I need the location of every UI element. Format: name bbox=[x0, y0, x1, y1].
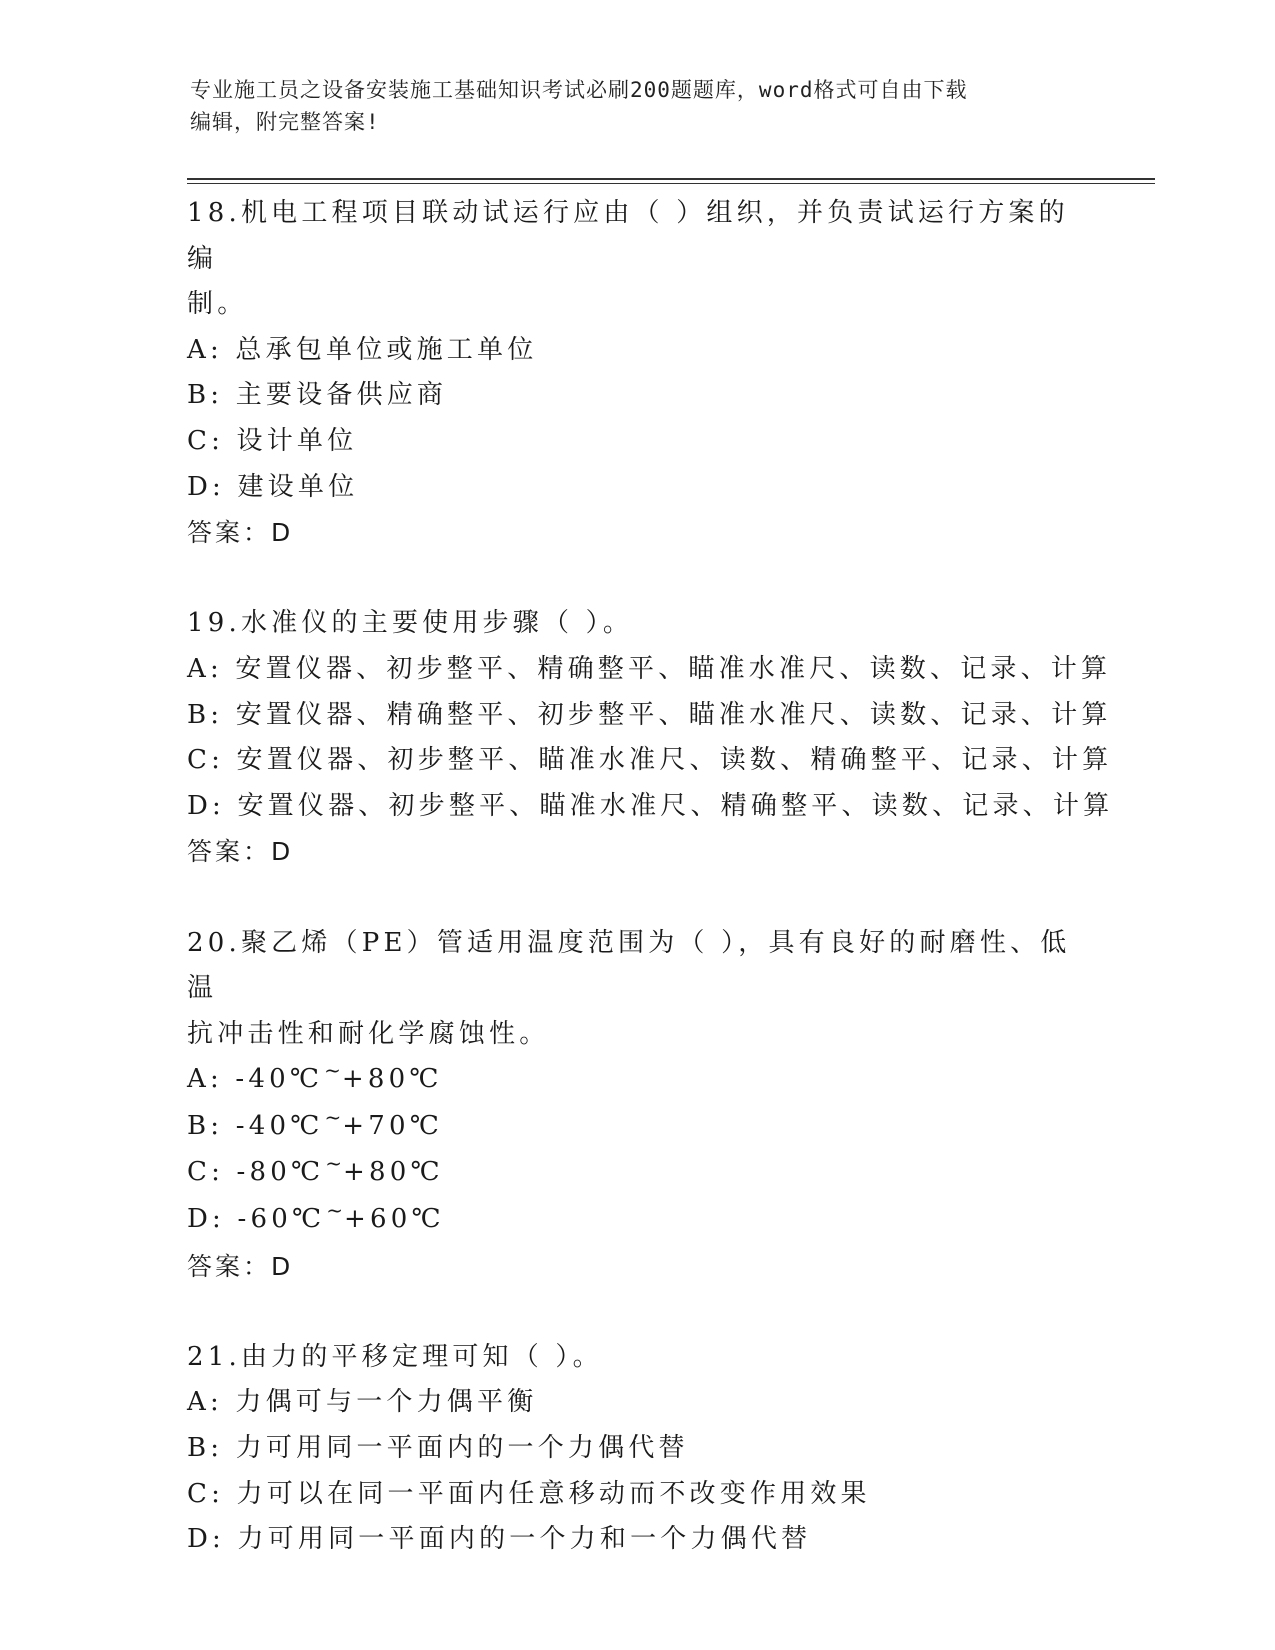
question-19 bbox=[187, 601, 1114, 875]
option-range-end: +70℃ bbox=[342, 1110, 444, 1141]
question-gap bbox=[187, 556, 1087, 602]
option-d: D: 建设单位 bbox=[187, 471, 359, 502]
answer-line bbox=[187, 829, 1087, 875]
range-tilde: ~ bbox=[324, 1104, 342, 1129]
option-range-start: A: -40℃ bbox=[187, 1064, 324, 1095]
answer-value: D bbox=[271, 1251, 293, 1281]
question-stem-continued: 抗冲击性和耐化学腐蚀性。 bbox=[187, 1018, 550, 1049]
answer-label: 答案： bbox=[187, 518, 272, 548]
option-range-start: B: -40℃ bbox=[187, 1110, 324, 1141]
question-18 bbox=[187, 191, 1087, 556]
option-c: C: 安置仪器、初步整平、瞄准水准尺、读数、精确整平、记录、计算 bbox=[187, 745, 1113, 776]
option-d: D: 力可用同一平面内的一个力和一个力偶代替 bbox=[187, 1524, 812, 1555]
question-stem: 18.机电工程项目联动试运行应由（ ）组织，并负责试运行方案的编 bbox=[187, 198, 1069, 274]
question-20 bbox=[187, 921, 1087, 1290]
question-stem: 19.水准仪的主要使用步骤（ ）。 bbox=[187, 608, 634, 639]
answer-label: 答案： bbox=[187, 837, 272, 867]
header-divider-thick bbox=[187, 178, 1155, 180]
option-a: A: 安置仪器、初步整平、精确整平、瞄准水准尺、读数、记录、计算 bbox=[187, 653, 1112, 684]
option-b: B: 力可用同一平面内的一个力偶代替 bbox=[187, 1433, 689, 1464]
option-a: A: 总承包单位或施工单位 bbox=[187, 334, 538, 365]
question-list bbox=[187, 191, 1114, 1563]
option-c bbox=[187, 1150, 1087, 1197]
option-a bbox=[187, 1057, 1087, 1104]
option-d bbox=[187, 1197, 1087, 1244]
answer-label: 答案： bbox=[187, 1251, 272, 1281]
answer-value: D bbox=[271, 518, 293, 548]
option-range-end: +80℃ bbox=[341, 1064, 443, 1095]
header-divider-thin bbox=[187, 183, 1155, 184]
question-stem: 20.聚乙烯（PE）管适用温度范围为（ ），具有良好的耐磨性、低温 bbox=[187, 927, 1071, 1004]
answer-value: D bbox=[271, 837, 293, 867]
option-range-end: +60℃ bbox=[344, 1204, 445, 1235]
option-b: B: 主要设备供应商 bbox=[187, 380, 448, 411]
header-line-1: 专业施工员之设备安装施工基础知识考试必刷200题题库，word格式可自由下载 bbox=[190, 78, 968, 102]
header-line-2: 编辑，附完整答案! bbox=[190, 110, 380, 134]
range-tilde: ~ bbox=[325, 1151, 343, 1176]
range-tilde: ~ bbox=[324, 1058, 341, 1083]
question-gap bbox=[187, 875, 1087, 921]
option-c: C: 力可以在同一平面内任意移动而不改变作用效果 bbox=[187, 1478, 871, 1509]
option-c: C: 设计单位 bbox=[187, 425, 358, 456]
question-stem: 21.由力的平移定理可知（ ）。 bbox=[187, 1341, 603, 1372]
option-range-start: D: -60℃ bbox=[187, 1204, 326, 1235]
range-tilde: ~ bbox=[326, 1198, 343, 1223]
question-stem-continued: 制。 bbox=[187, 289, 248, 320]
option-a: A: 力偶可与一个力偶平衡 bbox=[187, 1387, 538, 1418]
question-gap bbox=[187, 1289, 1087, 1335]
option-b: B: 安置仪器、精确整平、初步整平、瞄准水准尺、读数、记录、计算 bbox=[187, 699, 1112, 730]
option-d: D: 安置仪器、初步整平、瞄准水准尺、精确整平、读数、记录、计算 bbox=[187, 790, 1114, 821]
option-range-start: C: -80℃ bbox=[187, 1157, 325, 1188]
question-21 bbox=[187, 1335, 1087, 1563]
option-b bbox=[187, 1104, 1087, 1151]
answer-line bbox=[187, 510, 1087, 556]
document-header bbox=[190, 74, 1090, 138]
answer-line bbox=[187, 1244, 1087, 1290]
option-range-end: +80℃ bbox=[343, 1157, 444, 1188]
